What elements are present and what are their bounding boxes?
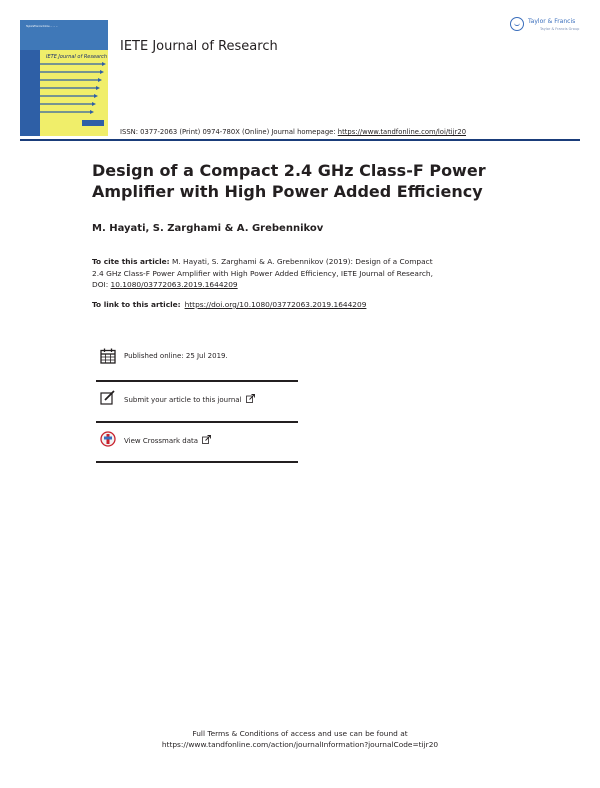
crossmark-icon: [100, 431, 116, 447]
citation-line-1: [92, 256, 512, 268]
published-online-label: Published online: 25 Jul 2019.: [124, 352, 228, 360]
citation-line-2: 2.4 GHz Class-F Power Amplifier with High Power Added Efficiency, IETE Journal of Research,: [92, 268, 433, 278]
external-link-icon: [202, 435, 211, 444]
external-link-icon: [246, 394, 255, 403]
edit-icon: [100, 390, 116, 406]
crossmark-link[interactable]: [124, 435, 211, 445]
citation-line-3: [92, 279, 512, 291]
submit-article-row[interactable]: [100, 388, 296, 408]
footer-text: Full Terms & Conditions of access and use can be found at: [192, 729, 408, 738]
submit-article-label: Submit your article to this journal: [124, 396, 242, 404]
citation-label: To cite this article:: [92, 257, 170, 266]
publisher-logo[interactable]: [510, 16, 586, 38]
panel-divider: [96, 380, 298, 382]
calendar-icon: [100, 348, 116, 364]
crossmark-label: View Crossmark data: [124, 437, 199, 445]
submit-article-link[interactable]: [124, 394, 255, 404]
publisher-subname: Taylor & Francis Group: [540, 27, 580, 31]
journal-cover-image: [20, 20, 108, 136]
cover-title: IETE Journal of Research: [46, 54, 108, 60]
panel-divider: [96, 461, 298, 463]
article-doi-url[interactable]: https://doi.org/10.1080/03772063.2019.1644209: [184, 300, 367, 309]
footer-terms-link[interactable]: https://www.tandfonline.com/action/journalInformation?journalCode=tijr20: [161, 740, 439, 749]
cover-stripes-graphic: [22, 60, 106, 128]
doi-prefix: DOI:: [92, 280, 111, 289]
published-online-row: [100, 346, 296, 366]
panel-divider: [96, 421, 298, 423]
header-divider: [20, 139, 580, 141]
journal-title: IETE Journal of Research: [120, 39, 278, 54]
citation-text-1: M. Hayati, S. Zarghami & A. Grebennikov (2019): Design of a Compact: [169, 257, 433, 266]
doi-link[interactable]: 10.1080/03772063.2019.1644209: [110, 280, 238, 289]
issn-line: [120, 128, 466, 136]
article-authors: M. Hayati, S. Zarghami & A. Grebennikov: [92, 223, 324, 234]
issn-text: ISSN: 0377-2063 (Print) 0974-780X (Online) Journal homepage:: [120, 128, 338, 136]
citation-block: [92, 256, 512, 291]
link-to-article: [92, 300, 366, 309]
footer-terms: [0, 728, 600, 750]
cover-small-text: Taylor&Francis Online ... ... ...: [26, 25, 58, 28]
article-title: Design of a Compact 2.4 GHz Class-F Power Amplifier with High Power Added Efficiency: [92, 161, 486, 201]
link-label: To link to this article:: [92, 300, 181, 309]
journal-homepage-link[interactable]: https://www.tandfonline.com/loi/tijr20: [337, 128, 467, 136]
taylor-francis-logo-icon: [510, 17, 524, 31]
crossmark-row[interactable]: [100, 429, 296, 449]
publisher-name: Taylor & Francis: [528, 18, 576, 25]
